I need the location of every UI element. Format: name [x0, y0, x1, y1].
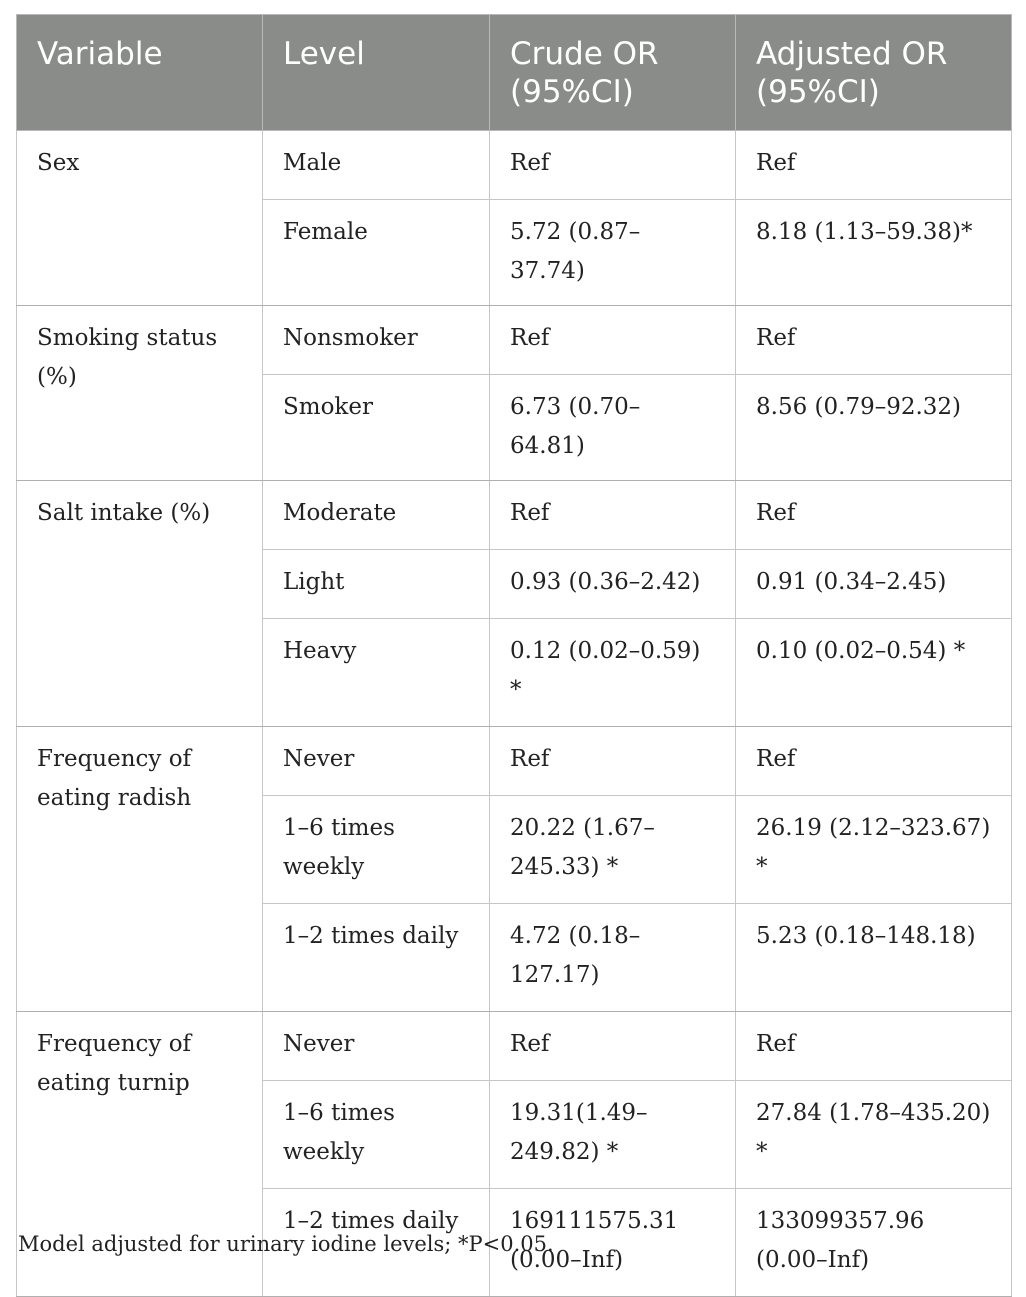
crude-cell: Ref [490, 727, 736, 796]
adjusted-cell: 0.10 (0.02–0.54) * [736, 619, 1012, 727]
adjusted-cell: Ref [736, 727, 1012, 796]
level-cell: 1–6 times weekly [263, 796, 490, 904]
variable-cell: Sex [17, 131, 263, 306]
level-cell: Moderate [263, 481, 490, 550]
odds-ratio-table [16, 14, 1012, 1297]
level-cell: 1–2 times daily [263, 1189, 490, 1297]
level-cell: Nonsmoker [263, 306, 490, 375]
header-crude-or: Crude OR (95%CI) [490, 15, 736, 131]
level-cell: Female [263, 200, 490, 306]
header-variable: Variable [17, 15, 263, 131]
adjusted-cell: 8.56 (0.79–92.32) [736, 375, 1012, 481]
variable-cell: Salt intake (%) [17, 481, 263, 727]
adjusted-cell: 26.19 (2.12–323.67) * [736, 796, 1012, 904]
level-cell: Heavy [263, 619, 490, 727]
table-row [17, 727, 1012, 796]
crude-cell: 20.22 (1.67–245.33) * [490, 796, 736, 904]
crude-cell: Ref [490, 1012, 736, 1081]
variable-cell: Smoking status (%) [17, 306, 263, 481]
adjusted-cell: 0.91 (0.34–2.45) [736, 550, 1012, 619]
crude-cell: Ref [490, 481, 736, 550]
level-cell: Never [263, 1012, 490, 1081]
crude-cell: 5.72 (0.87–37.74) [490, 200, 736, 306]
header-adjusted-or: Adjusted OR (95%CI) [736, 15, 1012, 131]
level-cell: 1–2 times daily [263, 904, 490, 1012]
adjusted-cell: Ref [736, 481, 1012, 550]
level-cell: Never [263, 727, 490, 796]
table-row [17, 481, 1012, 550]
level-cell: 1–6 times weekly [263, 1081, 490, 1189]
table-row [17, 306, 1012, 375]
header-level: Level [263, 15, 490, 131]
variable-cell: Frequency of eating turnip [17, 1012, 263, 1297]
level-cell: Smoker [263, 375, 490, 481]
adjusted-cell: 8.18 (1.13–59.38)* [736, 200, 1012, 306]
crude-cell: 6.73 (0.70–64.81) [490, 375, 736, 481]
table-footnote: Model adjusted for urinary iodine levels; *P<0.05. [18, 1232, 554, 1256]
crude-cell: 169111575.31 (0.00–Inf) [490, 1189, 736, 1297]
crude-cell: 0.12 (0.02–0.59) * [490, 619, 736, 727]
crude-cell: 4.72 (0.18–127.17) [490, 904, 736, 1012]
table-row [17, 131, 1012, 200]
adjusted-cell: 27.84 (1.78–435.20) * [736, 1081, 1012, 1189]
crude-cell: Ref [490, 306, 736, 375]
level-cell: Male [263, 131, 490, 200]
adjusted-cell: Ref [736, 131, 1012, 200]
variable-cell: Frequency of eating radish [17, 727, 263, 1012]
adjusted-cell: 133099357.96 (0.00–Inf) [736, 1189, 1012, 1297]
table-row [17, 1012, 1012, 1081]
adjusted-cell: 5.23 (0.18–148.18) [736, 904, 1012, 1012]
level-cell: Light [263, 550, 490, 619]
header-row [17, 15, 1012, 131]
adjusted-cell: Ref [736, 306, 1012, 375]
crude-cell: Ref [490, 131, 736, 200]
crude-cell: 19.31(1.49–249.82) * [490, 1081, 736, 1189]
crude-cell: 0.93 (0.36–2.42) [490, 550, 736, 619]
adjusted-cell: Ref [736, 1012, 1012, 1081]
